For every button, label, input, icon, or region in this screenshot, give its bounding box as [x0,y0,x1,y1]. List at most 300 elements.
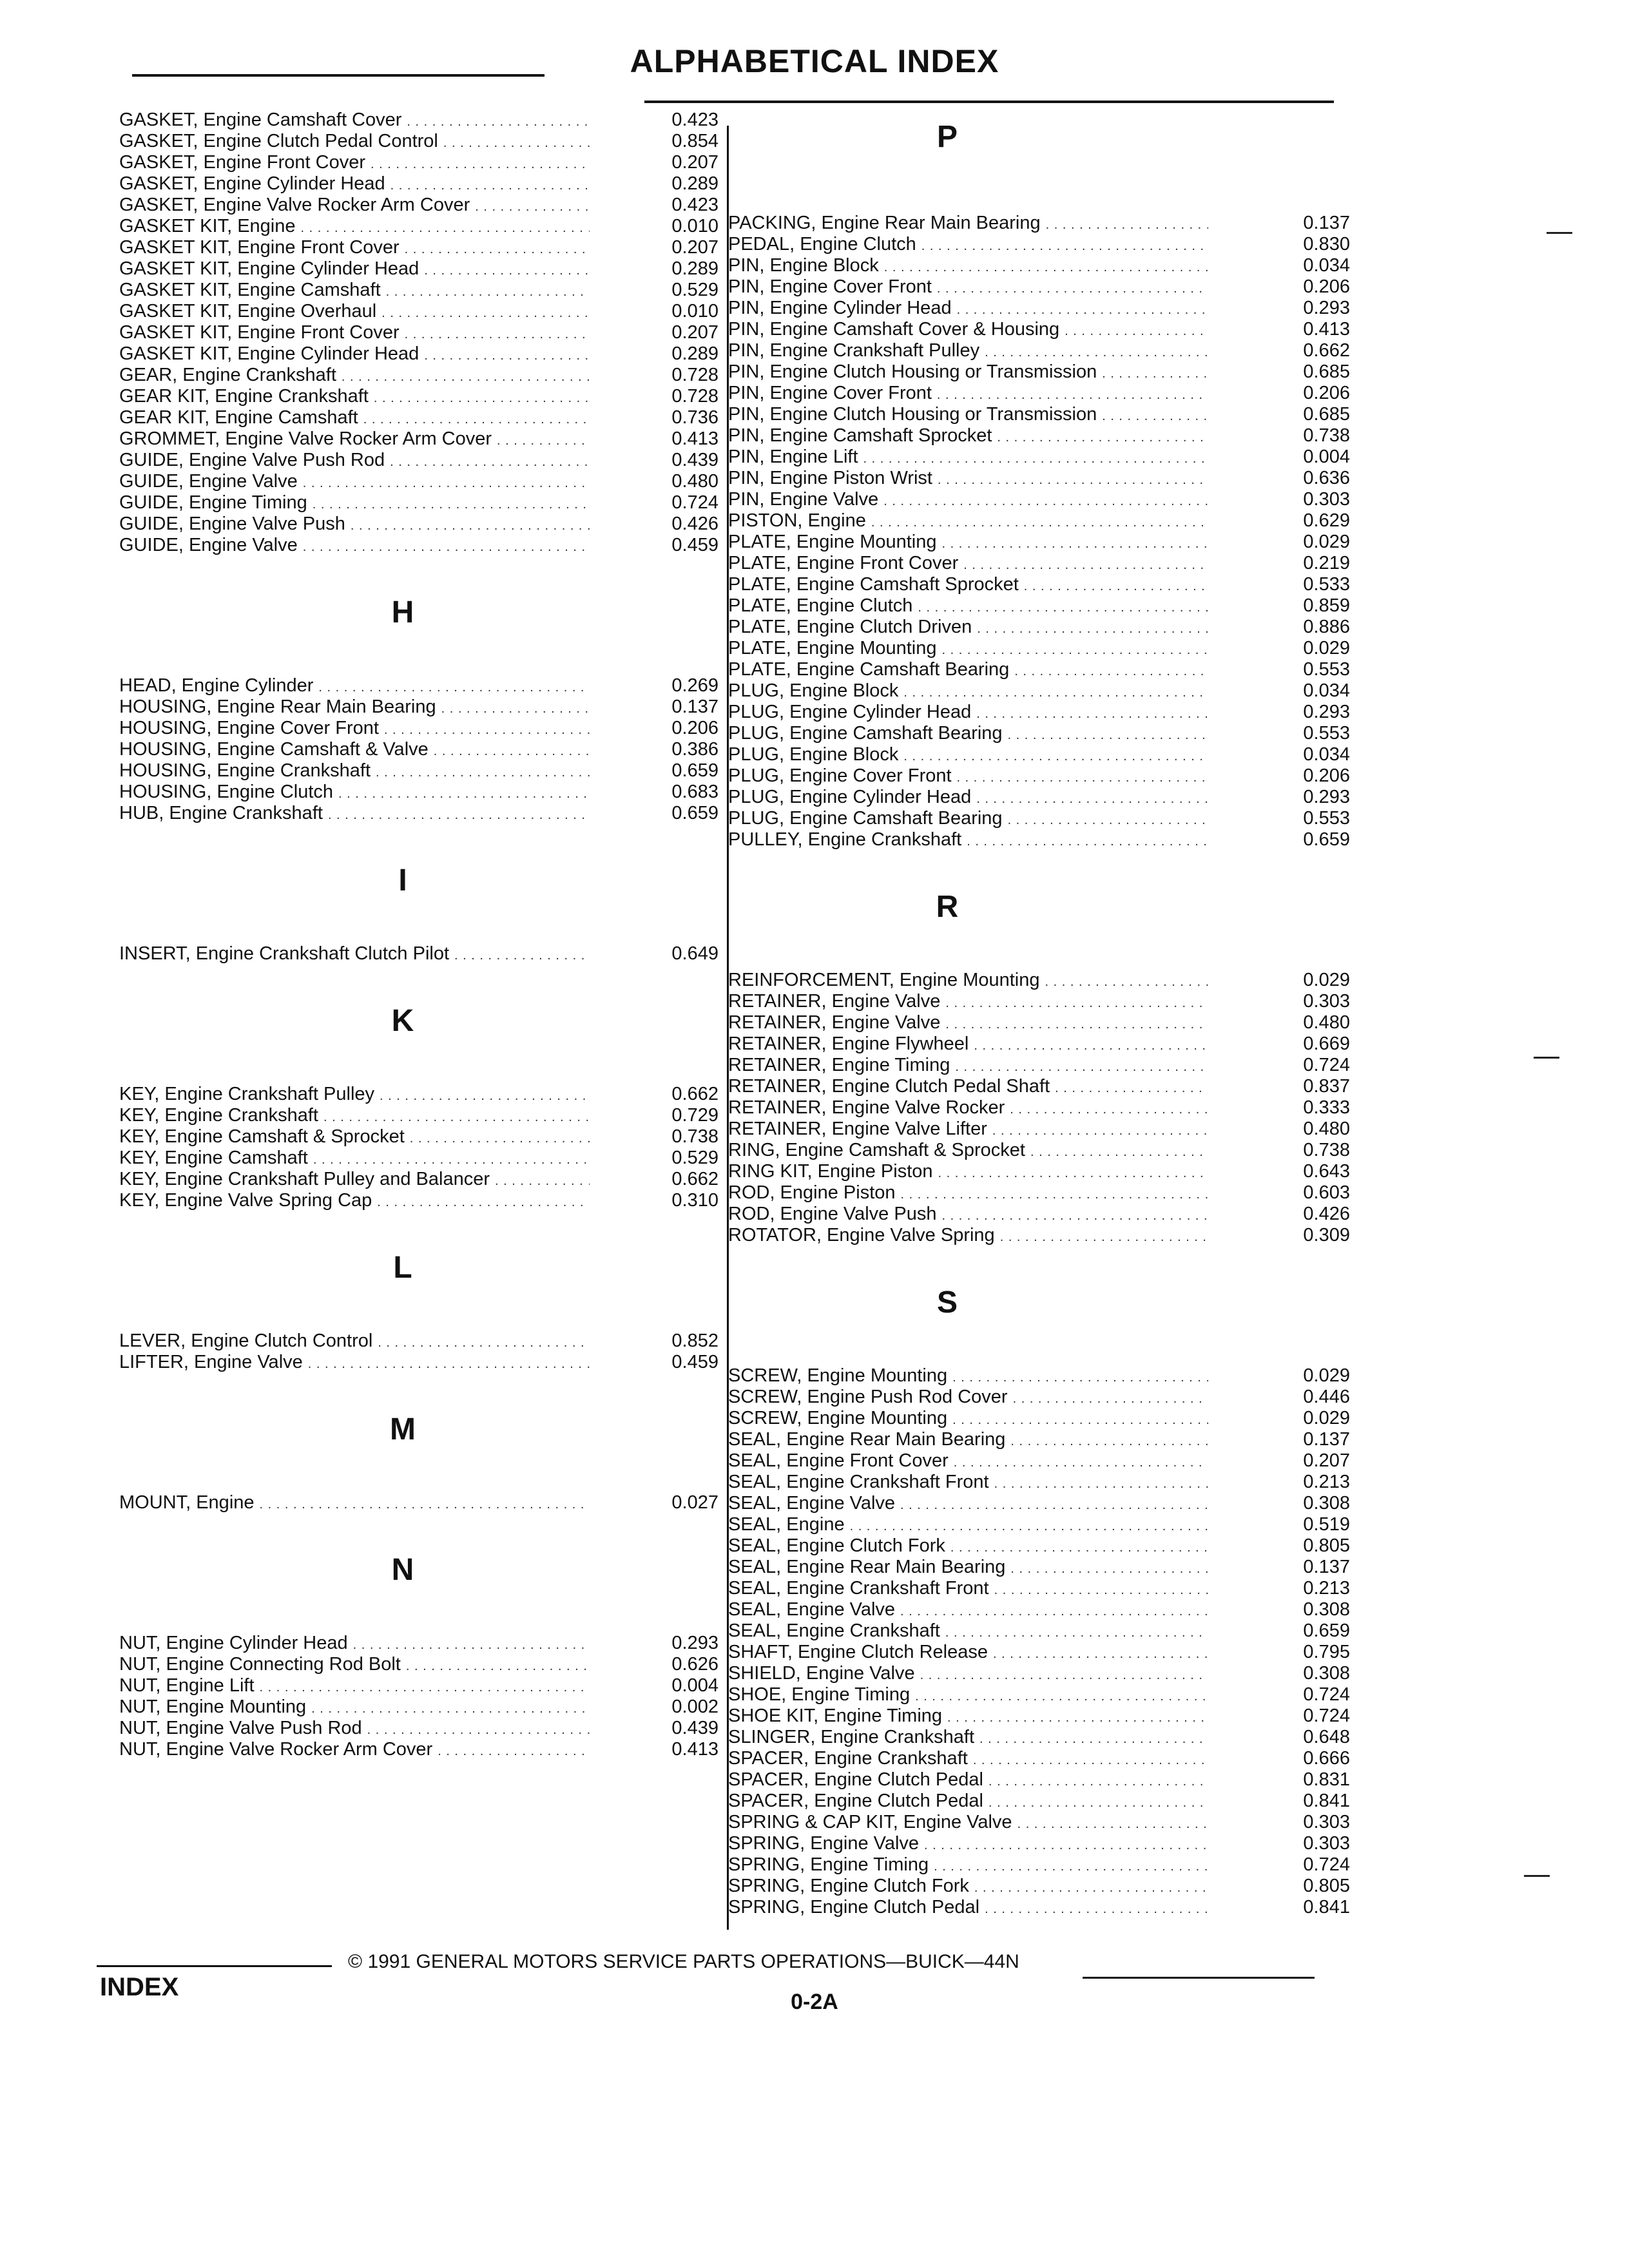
index-entry [728,1833,1350,1854]
entry-page: 0.738 [1303,1140,1350,1160]
entry-name: GASKET KIT, Engine [119,216,296,236]
dot-leader [863,448,1209,470]
entry-page: 0.137 [671,697,718,717]
dot-leader [311,1698,590,1720]
index-entry [728,617,1350,638]
entry-name: SPRING & CAP KIT, Engine Valve [728,1812,1012,1832]
entry-name: KEY, Engine Crankshaft [119,1105,318,1126]
index-entry [728,1897,1350,1918]
dot-leader [1010,1099,1208,1120]
entry-page: 0.207 [1303,1450,1350,1471]
index-entry [728,680,1350,702]
edge-mark [1534,1057,1559,1059]
entry-page: 0.034 [1303,255,1350,276]
dot-leader [380,1086,590,1107]
entry-page: 0.207 [671,237,718,258]
dot-leader [313,1149,590,1171]
entry-name: GASKET KIT, Engine Camshaft [119,280,381,300]
dot-leader [318,677,590,698]
dot-leader [371,154,590,175]
dot-leader [424,260,590,282]
edge-mark [1547,232,1572,234]
entry-page: 0.137 [1303,213,1350,233]
entry-name: PLUG, Engine Cover Front [728,765,952,786]
dot-leader [994,1580,1208,1601]
dot-leader [994,1474,1208,1495]
dot-leader [443,133,590,154]
entry-page: 0.648 [1303,1727,1350,1747]
entry-name: RETAINER, Engine Valve Rocker [728,1097,1005,1118]
dot-leader [947,1707,1208,1729]
entry-page: 0.004 [1303,447,1350,467]
footer-rule-left [97,1965,332,1967]
entry-page: 0.333 [1303,1097,1350,1118]
entry-name: RETAINER, Engine Valve Lifter [728,1119,987,1139]
entry-page: 0.629 [1303,510,1350,531]
dot-leader [260,1494,590,1515]
index-entry [728,425,1350,447]
index-entry [728,319,1350,340]
dot-leader [920,1665,1208,1686]
entry-name: NUT, Engine Connecting Rod Bolt [119,1654,401,1675]
index-entry [728,765,1350,787]
entry-name: SLINGER, Engine Crankshaft [728,1727,975,1747]
entry-name: RING KIT, Engine Piston [728,1161,933,1182]
entry-name: GASKET, Engine Front Cover [119,152,365,173]
dot-leader [323,1107,590,1128]
dot-leader [903,746,1208,767]
entry-page: 0.626 [671,1654,718,1675]
entry-name: ROTATOR, Engine Valve Spring [728,1225,995,1245]
entry-page: 0.553 [1303,723,1350,744]
dot-leader [938,1163,1208,1184]
dot-leader [900,1601,1208,1622]
index-entry [728,1620,1350,1642]
entry-page: 0.446 [1303,1387,1350,1407]
index-entry [728,1472,1350,1493]
entry-page: 0.426 [671,514,718,534]
entry-name: PLATE, Engine Clutch Driven [728,617,972,637]
dot-leader [952,1410,1208,1431]
index-entry [728,638,1350,659]
entry-name: PULLEY, Engine Crankshaft [728,829,962,850]
index-entry [728,1119,1350,1140]
dot-leader [1008,810,1208,831]
entry-page: 0.724 [1303,1706,1350,1726]
entry-name: PISTON, Engine [728,510,866,531]
entry-page: 0.219 [1303,553,1350,573]
dot-leader [390,452,590,473]
entry-page: 0.034 [1303,680,1350,701]
index-entry [728,970,1350,991]
entry-name: PLUG, Engine Block [728,680,899,701]
entry-name: PIN, Engine Camshaft Sprocket [728,425,992,446]
entry-name: LIFTER, Engine Valve [119,1352,303,1372]
entry-name: KEY, Engine Crankshaft Pulley [119,1084,375,1104]
entry-name: KEY, Engine Camshaft & Sprocket [119,1126,405,1147]
entry-name: MOUNT, Engine [119,1492,255,1513]
entry-page: 0.854 [671,131,718,151]
dot-leader [985,1899,1208,1920]
entry-page: 0.649 [671,943,718,964]
entry-name: RING, Engine Camshaft & Sprocket [728,1140,1025,1160]
dot-leader [988,1792,1208,1814]
index-entry [728,234,1350,255]
index-entry [119,237,718,258]
entry-page: 0.529 [671,1148,718,1168]
index-entry [728,510,1350,532]
entry-name: PIN, Engine Camshaft Cover & Housing [728,319,1060,340]
index-entry [728,1642,1350,1663]
index-entry [119,407,718,428]
index-entry [119,1718,718,1739]
dot-leader [386,282,590,303]
dot-leader [405,324,590,345]
entry-page: 0.662 [1303,340,1350,361]
dot-leader [955,1057,1208,1078]
index-entry [728,574,1350,595]
dot-leader [903,682,1208,704]
section-label: INDEX [100,1973,179,2001]
entry-name: SEAL, Engine Rear Main Bearing [728,1429,1006,1450]
dot-leader [884,257,1208,278]
entry-name: GASKET KIT, Engine Front Cover [119,237,400,258]
index-entry [119,428,718,450]
entry-name: PLUG, Engine Camshaft Bearing [728,808,1003,829]
dot-leader [1102,363,1208,385]
dot-leader [1046,215,1208,236]
entry-page: 0.662 [671,1084,718,1104]
entry-page: 0.728 [671,365,718,385]
entry-page: 0.795 [1303,1642,1350,1662]
entry-page: 0.852 [671,1331,718,1351]
entry-name: PLATE, Engine Clutch [728,595,913,616]
entry-page: 0.738 [1303,425,1350,446]
section-letter: K [391,1004,414,1038]
entry-name: PIN, Engine Piston Wrist [728,468,932,488]
entry-name: PLATE, Engine Mounting [728,532,937,552]
entry-page: 0.413 [671,428,718,449]
header-rule-right [644,101,1334,103]
entry-name: RETAINER, Engine Valve [728,1012,941,1033]
index-column-left [119,110,718,1760]
entry-name: PEDAL, Engine Clutch [728,234,916,255]
dot-leader [976,704,1208,725]
entry-page: 0.308 [1303,1663,1350,1684]
index-entry [728,787,1350,808]
dot-leader [938,470,1208,491]
index-entry [728,1429,1350,1450]
index-entry [728,1033,1350,1055]
index-entry [119,514,718,535]
entry-name: GUIDE, Engine Valve Push [119,514,345,534]
dot-leader [353,1635,590,1656]
entry-page: 0.805 [1303,1535,1350,1556]
entry-page: 0.010 [671,301,718,322]
dot-leader [405,239,590,260]
entry-name: SEAL, Engine [728,1514,845,1535]
index-entry [119,343,718,365]
index-entry [728,1706,1350,1727]
entry-name: NUT, Engine Valve Rocker Arm Cover [119,1739,433,1760]
dot-leader [945,1622,1208,1644]
entry-name: SEAL, Engine Crankshaft Front [728,1578,989,1599]
entry-page: 0.206 [671,718,718,738]
dot-leader [979,1729,1208,1750]
entry-page: 0.529 [671,280,718,300]
dot-leader [367,1720,590,1741]
entry-page: 0.029 [1303,638,1350,658]
entry-page: 0.308 [1303,1493,1350,1514]
dot-leader [957,300,1208,321]
dot-leader [952,1367,1208,1389]
dot-leader [497,430,590,452]
dot-leader [918,597,1208,619]
entry-name: HOUSING, Engine Rear Main Bearing [119,697,436,717]
dot-leader [384,720,590,741]
dot-leader [992,1120,1208,1142]
dot-leader [988,1771,1208,1792]
index-entry [119,110,718,131]
dot-leader [942,640,1209,661]
index-entry [728,276,1350,298]
dot-leader [1010,1431,1208,1452]
dot-leader [303,473,590,494]
index-entry [728,659,1350,680]
entry-name: PLATE, Engine Mounting [728,638,937,658]
dot-leader [390,175,590,197]
entry-page: 0.738 [671,1126,718,1147]
index-entry [728,340,1350,361]
section-letter: I [398,863,407,898]
entry-name: SPRING, Engine Valve [728,1833,920,1854]
entry-page: 0.685 [1303,404,1350,425]
entry-name: SPRING, Engine Clutch Pedal [728,1897,980,1917]
entry-name: GASKET KIT, Engine Cylinder Head [119,343,419,364]
index-entry [728,1578,1350,1599]
entry-page: 0.207 [671,322,718,343]
entry-name: GASKET KIT, Engine Cylinder Head [119,258,419,279]
entry-name: GASKET KIT, Engine Overhaul [119,301,377,322]
index-entry [119,718,718,739]
entry-name: KEY, Engine Crankshaft Pulley and Balancer [119,1169,490,1189]
dot-leader [997,427,1208,448]
index-entry [119,322,718,343]
index-entry [728,298,1350,319]
entry-name: SEAL, Engine Front Cover [728,1450,949,1471]
entry-name: GEAR KIT, Engine Camshaft [119,407,358,428]
entry-name: PIN, Engine Block [728,255,879,276]
index-entry [119,1675,718,1696]
dot-leader [438,1741,590,1762]
entry-page: 0.303 [1303,1833,1350,1854]
index-entry [728,1791,1350,1812]
entry-name: GASKET, Engine Valve Rocker Arm Cover [119,195,470,215]
entry-page: 0.841 [1303,1791,1350,1811]
dot-leader [974,1035,1208,1057]
index-entry [119,675,718,697]
index-entry [728,1055,1350,1076]
dot-leader [1000,1227,1208,1248]
dot-leader [495,1171,590,1192]
entry-page: 0.480 [671,471,718,492]
entry-page: 0.308 [1303,1599,1350,1620]
index-entry [728,553,1350,574]
index-entry [119,301,718,322]
entry-name: GUIDE, Engine Timing [119,492,307,513]
index-entry [728,1493,1350,1514]
entry-page: 0.303 [1303,1812,1350,1832]
section-letter: L [393,1251,412,1285]
entry-page: 0.206 [1303,383,1350,403]
dot-leader [993,1644,1208,1665]
entry-name: KEY, Engine Valve Spring Cap [119,1190,372,1211]
entry-page: 0.724 [671,492,718,513]
entry-page: 0.207 [671,152,718,173]
dot-leader [967,831,1208,852]
index-entry [119,1084,718,1105]
dot-leader [1008,725,1208,746]
entry-page: 0.729 [671,1105,718,1126]
dot-leader [328,805,590,826]
entry-name: GUIDE, Engine Valve [119,535,298,555]
entry-page: 0.724 [1303,1684,1350,1705]
copyright-text: © 1991 GENERAL MOTORS SERVICE PARTS OPERATIONS—BUICK—44N [348,1951,1019,1972]
dot-leader [1014,661,1208,682]
section-letter: P [936,120,958,154]
entry-page: 0.137 [1303,1429,1350,1450]
index-entry [728,1684,1350,1706]
index-entry [728,489,1350,510]
index-entry [119,782,718,803]
entry-page: 0.206 [1303,765,1350,786]
index-entry [728,1727,1350,1748]
entry-page: 0.029 [1303,1365,1350,1386]
entry-name: SHAFT, Engine Clutch Release [728,1642,988,1662]
entry-page: 0.293 [1303,787,1350,807]
index-entry [119,739,718,760]
dot-leader [883,491,1208,512]
index-entry [119,943,718,965]
entry-name: KEY, Engine Camshaft [119,1148,308,1168]
entry-page: 0.666 [1303,1748,1350,1769]
index-entry [728,595,1350,617]
dot-leader [406,1656,590,1677]
entry-name: PLUG, Engine Block [728,744,899,765]
entry-name: SEAL, Engine Crankshaft Front [728,1472,989,1492]
entry-name: SEAL, Engine Crankshaft [728,1620,940,1641]
index-entry [728,1514,1350,1535]
dot-leader [973,1750,1208,1771]
section-letter: N [391,1553,414,1587]
entry-name: PIN, Engine Clutch Housing or Transmission [728,404,1097,425]
entry-name: SCREW, Engine Mounting [728,1365,948,1386]
index-entry [119,216,718,237]
entry-page: 0.841 [1303,1897,1350,1917]
entry-page: 0.837 [1303,1076,1350,1097]
index-column-right [728,119,1350,1918]
dot-leader [871,512,1208,533]
entry-page: 0.423 [671,195,718,215]
entry-name: GROMMET, Engine Valve Rocker Arm Cover [119,428,492,449]
entry-page: 0.310 [671,1190,718,1211]
entry-page: 0.027 [671,1492,718,1513]
entry-page: 0.213 [1303,1472,1350,1492]
entry-name: LEVER, Engine Clutch Control [119,1331,373,1351]
index-entry [728,723,1350,744]
entry-page: 0.831 [1303,1769,1350,1790]
entry-page: 0.685 [1303,361,1350,382]
entry-name: SCREW, Engine Mounting [728,1408,948,1428]
index-entry [728,1663,1350,1684]
entry-page: 0.859 [1303,595,1350,616]
entry-name: GEAR, Engine Crankshaft [119,365,336,385]
entry-name: NUT, Engine Mounting [119,1696,307,1717]
entry-page: 0.137 [1303,1557,1350,1577]
entry-page: 0.519 [1303,1514,1350,1535]
entry-name: RETAINER, Engine Timing [728,1055,950,1075]
entry-page: 0.805 [1303,1876,1350,1896]
index-entry [728,468,1350,489]
entry-name: SEAL, Engine Rear Main Bearing [728,1557,1006,1577]
index-entry [119,131,718,152]
index-entry [728,1876,1350,1897]
entry-page: 0.683 [671,782,718,802]
entry-name: GUIDE, Engine Valve Push Rod [119,450,385,470]
section-letter: M [390,1412,416,1446]
entry-name: PIN, Engine Valve [728,489,879,510]
entry-page: 0.662 [671,1169,718,1189]
entry-page: 0.669 [1303,1033,1350,1054]
entry-page: 0.886 [1303,617,1350,637]
entry-name: HOUSING, Engine Crankshaft [119,760,371,781]
index-entry [728,1076,1350,1097]
index-entry [728,829,1350,850]
dot-leader [945,1014,1208,1035]
entry-name: PIN, Engine Lift [728,447,858,467]
index-entry [119,1739,718,1760]
entry-name: SPRING, Engine Clutch Fork [728,1876,969,1896]
entry-name: GUIDE, Engine Valve [119,471,298,492]
index-entry [728,1769,1350,1791]
entry-page: 0.034 [1303,744,1350,765]
entry-page: 0.659 [671,760,718,781]
index-entry [119,803,718,824]
entry-page: 0.533 [1303,574,1350,595]
entry-page: 0.480 [1303,1012,1350,1033]
entry-name: SPACER, Engine Crankshaft [728,1748,968,1769]
dot-leader [1017,1814,1208,1835]
dot-leader [260,1677,590,1698]
index-entry [728,1557,1350,1578]
index-entry [728,991,1350,1012]
page-title: ALPHABETICAL INDEX [630,43,999,79]
page-number: 0-2A [791,1990,838,2014]
index-entry [119,450,718,471]
index-entry [119,386,718,407]
index-entry [728,361,1350,383]
index-entry [119,471,718,492]
entry-name: PLUG, Engine Cylinder Head [728,702,972,722]
entry-page: 0.459 [671,535,718,555]
entry-name: SPRING, Engine Timing [728,1854,929,1875]
entry-page: 0.289 [671,173,718,194]
dot-leader [374,388,590,409]
entry-page: 0.459 [671,1352,718,1372]
dot-leader [434,741,590,762]
entry-name: RETAINER, Engine Clutch Pedal Shaft [728,1076,1050,1097]
entry-name: NUT, Engine Cylinder Head [119,1633,348,1653]
